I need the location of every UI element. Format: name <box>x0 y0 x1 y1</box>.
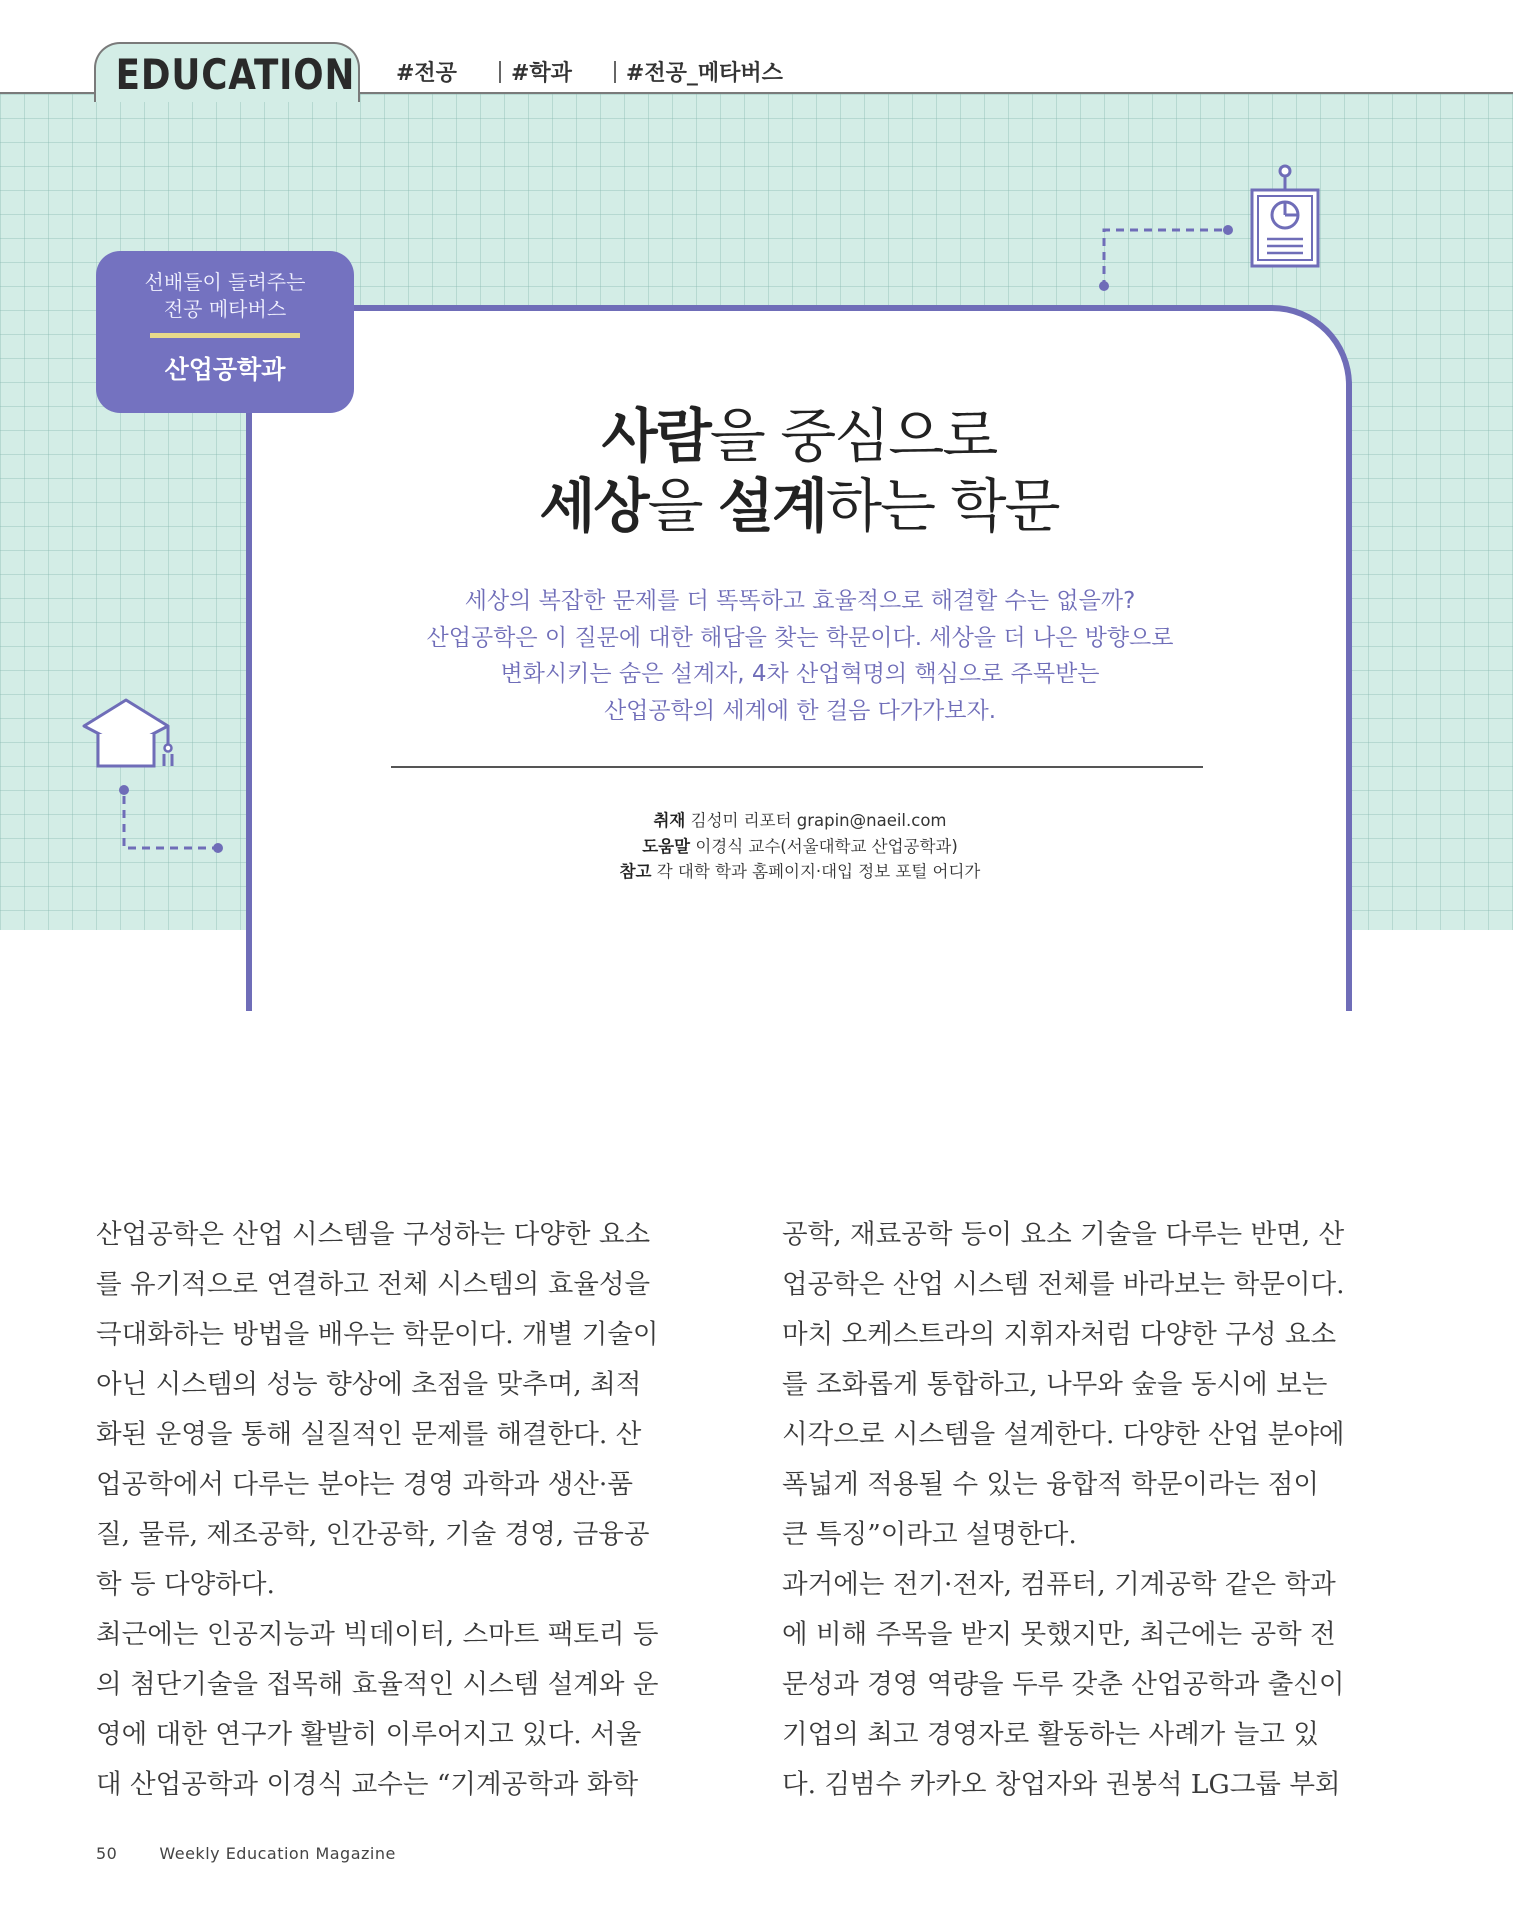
title-emphasis: 세상 <box>539 472 648 540</box>
lede-line: 변화시키는 숨은 설계자, 4차 산업혁명의 핵심으로 주목받는 <box>500 661 1100 687</box>
page-number: 50 <box>96 1844 118 1863</box>
body-line: 다. 김범수 카카오 창업자와 권봉석 LG그룹 부회 <box>782 1769 1341 1800</box>
body-line: 영에 대한 연구가 활발히 이루어지고 있다. 서울 <box>96 1719 642 1750</box>
article-title-line-2 <box>246 470 1352 542</box>
body-line: 에 비해 주목을 받지 못했지만, 최근에는 공학 전 <box>782 1619 1336 1650</box>
section-label: EDUCATION <box>115 50 356 99</box>
body-line: 시각으로 시스템을 설계한다. 다양한 산업 분야에 <box>782 1419 1345 1450</box>
credit-label: 도움말 <box>642 836 691 856</box>
body-line: 공학, 재료공학 등이 요소 기술을 다루는 반면, 산 <box>782 1219 1345 1250</box>
credit-label: 취재 <box>653 811 686 830</box>
body-line: 대 산업공학과 이경식 교수는 “기계공학과 화학 <box>96 1769 639 1800</box>
article-lede <box>300 583 1300 729</box>
magazine-name: Weekly Education Magazine <box>159 1844 396 1863</box>
body-line: 폭넓게 적용될 수 있는 융합적 학문이라는 점이 <box>782 1469 1319 1500</box>
lede-line: 세상의 복잡한 문제를 더 똑똑하고 효율적으로 해결할 수는 없을까? <box>464 588 1136 614</box>
page-footer <box>96 1844 438 1863</box>
title-emphasis: 사람 <box>601 402 710 470</box>
credit-label: 참고 <box>619 862 652 881</box>
badge-major: 산업공학과 <box>164 355 286 384</box>
credit-text: 각 대학 학과 홈페이지·대입 정보 포털 어디가 <box>656 862 981 881</box>
body-line: 업공학은 산업 시스템 전체를 바라보는 학문이다. <box>782 1269 1345 1300</box>
divider-rule <box>391 766 1203 768</box>
credit-text: 김성미 리포터 grapin@naeil.com <box>690 811 947 830</box>
credit-line <box>300 834 1300 860</box>
series-badge <box>96 251 354 413</box>
tag-list <box>396 56 825 87</box>
body-line: 학 등 다양하다. <box>96 1569 275 1600</box>
title-emphasis: 설계 <box>717 472 827 540</box>
tag-item[interactable]: #전공_메타버스 <box>625 61 783 86</box>
body-line: 마치 오케스트라의 지휘자처럼 다양한 구성 요소 <box>782 1319 1337 1350</box>
title-text: 을 중심으로 <box>709 402 997 470</box>
title-text: 하는 학문 <box>826 472 1059 540</box>
tag-item[interactable]: #학과 <box>510 61 572 86</box>
body-column-left <box>96 1210 659 1810</box>
tag-divider <box>499 61 501 83</box>
body-line: 화된 운영을 통해 실질적인 문제를 해결한다. 산 <box>96 1419 642 1450</box>
credit-line <box>300 808 1300 834</box>
body-line: 문성과 경영 역량을 두루 갖춘 산업공학과 출신이 <box>782 1669 1345 1700</box>
body-line: 최근에는 인공지능과 빅데이터, 스마트 팩토리 등 <box>96 1619 659 1650</box>
body-line: 를 조화롭게 통합하고, 나무와 숲을 동시에 보는 <box>782 1369 1328 1400</box>
body-line: 업공학에서 다루는 분야는 경영 과학과 생산·품 <box>96 1469 633 1500</box>
lede-line: 산업공학은 이 질문에 대한 해답을 찾는 학문이다. 세상을 더 나은 방향으로 <box>426 624 1174 651</box>
body-line: 큰 특징”이라고 설명한다. <box>782 1519 1077 1550</box>
clipboard-chart-icon <box>1098 160 1338 300</box>
title-text: 을 <box>647 472 718 540</box>
article-title-line-1 <box>246 400 1352 472</box>
badge-subtitle <box>96 269 354 323</box>
badge-subtitle-line: 선배들이 들려주는 <box>144 270 306 294</box>
body-line: 아닌 시스템의 성능 향상에 초점을 맞추며, 최적 <box>96 1369 642 1400</box>
credit-text: 이경식 교수(서울대학교 산업공학과) <box>695 836 958 856</box>
tag-item[interactable]: #전공 <box>396 61 457 86</box>
lede-line: 산업공학의 세계에 한 걸음 다가가보자. <box>603 697 997 724</box>
body-line: 극대화하는 방법을 배우는 학문이다. 개별 기술이 <box>96 1319 659 1350</box>
badge-subtitle-line: 전공 메타버스 <box>163 297 287 321</box>
body-line: 기업의 최고 경영자로 활동하는 사례가 늘고 있 <box>782 1719 1319 1750</box>
graduation-cap-icon <box>80 690 240 860</box>
body-line: 의 첨단기술을 접목해 효율적인 시스템 설계와 운 <box>96 1669 659 1700</box>
tag-divider <box>614 61 616 83</box>
body-line: 질, 물류, 제조공학, 인간공학, 기술 경영, 금융공 <box>96 1519 650 1550</box>
body-line: 과거에는 전기·전자, 컴퓨터, 기계공학 같은 학과 <box>782 1569 1336 1600</box>
body-line: 산업공학은 산업 시스템을 구성하는 다양한 요소 <box>96 1219 651 1250</box>
body-line: 를 유기적으로 연결하고 전체 시스템의 효율성을 <box>96 1269 651 1300</box>
article-credits <box>300 808 1300 885</box>
credit-line <box>300 859 1300 885</box>
badge-divider <box>150 333 300 338</box>
section-tab <box>94 42 360 102</box>
body-column-right <box>782 1210 1345 1810</box>
